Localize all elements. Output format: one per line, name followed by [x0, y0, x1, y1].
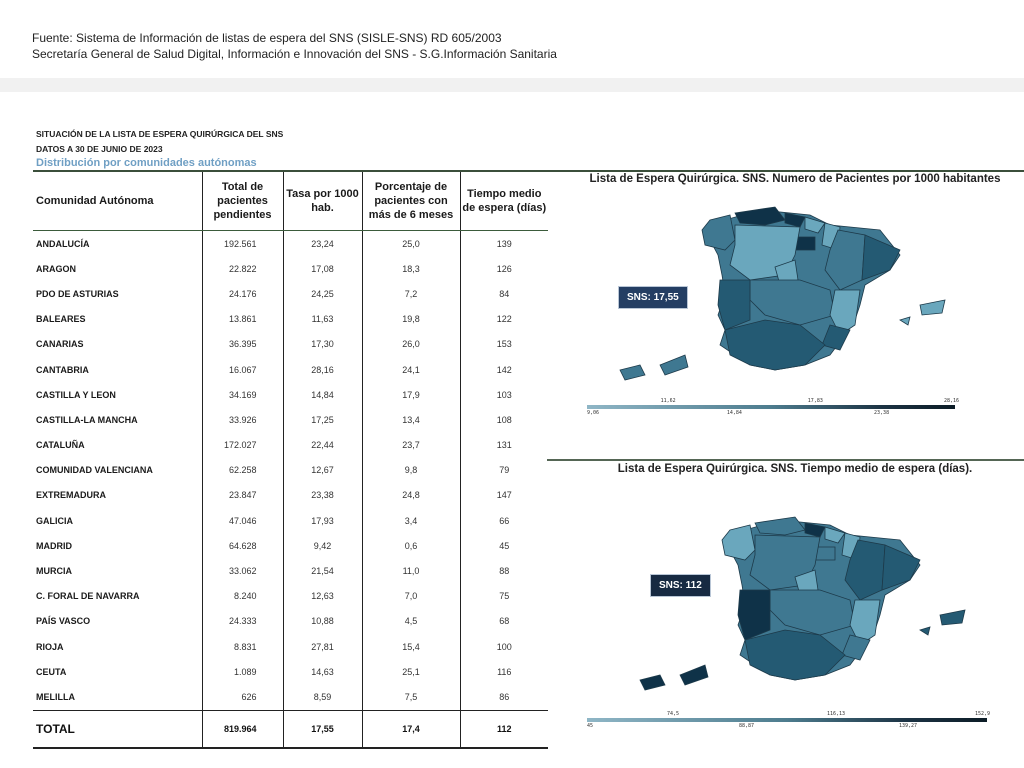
header-mean-wait: Tiempo medio de espera (días) [460, 172, 548, 231]
header-community: Comunidad Autónoma [33, 172, 202, 231]
total-rate: 17,55 [283, 710, 362, 748]
legend-tick-label: 23,38 [874, 410, 890, 416]
cell-total: 24.333 [202, 609, 283, 634]
legend-tick-label: 11,62 [660, 398, 676, 404]
cell-total: 16.067 [202, 357, 283, 382]
cell-rate: 12,67 [283, 458, 362, 483]
header-percent-over-6-months: Porcentaje de pacientes con más de 6 meses [362, 172, 460, 231]
table-row [33, 533, 548, 558]
cell-wait: 86 [460, 684, 548, 710]
cell-wait: 122 [460, 307, 548, 332]
cell-rate: 28,16 [283, 357, 362, 382]
cell-pct: 17,9 [362, 382, 460, 407]
map-wait-legend [587, 718, 987, 722]
cell-rate: 17,30 [283, 332, 362, 357]
cell-name: EXTREMADURA [36, 490, 107, 501]
cell-wait: 100 [460, 634, 548, 659]
cell-wait: 116 [460, 659, 548, 684]
cell-name: CASTILLA-LA MANCHA [36, 414, 138, 425]
legend-tick-label: 9,06 [587, 410, 600, 416]
cell-pct: 26,0 [362, 332, 460, 357]
legend-tick-label: 152,9 [975, 711, 991, 717]
cell-name: COMUNIDAD VALENCIANA [36, 465, 153, 476]
cell-name: PAÍS VASCO [36, 616, 91, 627]
legend-tick-label: 139,27 [899, 723, 918, 729]
cell-wait: 126 [460, 256, 548, 281]
cell-total: 172.027 [202, 433, 283, 458]
region-baleares [920, 300, 945, 315]
cell-total: 34.169 [202, 382, 283, 407]
header-total-patients: Total de pacientes pendientes [202, 172, 283, 231]
table-row [33, 307, 548, 332]
cell-wait: 131 [460, 433, 548, 458]
cell-name: CEUTA [36, 666, 67, 677]
cell-name: MELILLA [33, 684, 202, 710]
report-title: SITUACIÓN DE LA LISTA DE ESPERA QUIRÚRGICA DEL SNS [36, 129, 284, 139]
cell-name: CASTILLA Y LEON [36, 389, 116, 400]
legend-tick-label: 116,13 [827, 711, 846, 717]
cell-total: 13.861 [202, 307, 283, 332]
table-row [33, 256, 548, 281]
header-rate: Tasa por 1000 hab. [283, 172, 362, 231]
source-line-1: Fuente: Sistema de Información de listas de espera del SNS (SISLE-SNS) RD 605/2003 [32, 31, 502, 45]
cell-rate: 17,08 [283, 256, 362, 281]
total-wait: 112 [460, 710, 548, 748]
cell-rate: 8,59 [283, 684, 362, 710]
table-row [33, 382, 548, 407]
region-galicia [722, 525, 755, 560]
cell-wait: 147 [460, 483, 548, 508]
cell-name: CANTABRIA [36, 364, 89, 375]
cell-total: 33.062 [202, 558, 283, 583]
total-total: 819.964 [202, 710, 283, 748]
table-row [33, 458, 548, 483]
legend-tick-label: 28,16 [943, 398, 960, 404]
map-wait-spain [600, 505, 1000, 705]
separator-band [0, 78, 1024, 92]
source-line-2: Secretaría General de Salud Digital, Información e Innovación del SNS - S.G.Información Sanitaria [32, 47, 557, 61]
cell-wait: 103 [460, 382, 548, 407]
report-heading [36, 127, 283, 157]
cell-wait: 45 [460, 533, 548, 558]
report-date: DATOS A 30 DE JUNIO DE 2023 [36, 144, 163, 154]
cell-name: MADRID [36, 540, 72, 551]
cell-rate: 17,25 [283, 407, 362, 432]
region-cataluna [862, 235, 900, 280]
cell-wait: 75 [460, 584, 548, 609]
cell-pct: 4,5 [362, 609, 460, 634]
map-rate-sns-badge: SNS: 17,55 [618, 286, 688, 309]
legend-tick-label: 17,83 [807, 398, 823, 404]
cell-wait: 139 [460, 231, 548, 257]
cell-rate: 22,44 [283, 433, 362, 458]
cell-rate: 23,38 [283, 483, 362, 508]
cell-name: CANARIAS [36, 339, 84, 350]
cell-name: ARAGON [36, 263, 76, 274]
cell-name: CATALUÑA [36, 440, 85, 451]
cell-total: 8.240 [202, 584, 283, 609]
region-canarias-east [660, 355, 688, 375]
cell-total: 64.628 [202, 533, 283, 558]
total-name: TOTAL [33, 710, 202, 748]
table-total-row [33, 710, 548, 748]
cell-total: 626 [202, 684, 283, 710]
cell-pct: 15,4 [362, 634, 460, 659]
report-subtitle: Distribución por comunidades autónomas [36, 157, 257, 169]
table-row [33, 281, 548, 306]
cell-name: RIOJA [36, 641, 64, 652]
cell-pct: 25,0 [362, 231, 460, 257]
cell-rate: 14,84 [283, 382, 362, 407]
cell-total: 24.176 [202, 281, 283, 306]
table-row [33, 407, 548, 432]
cell-pct: 24,1 [362, 357, 460, 382]
legend-tick-label: 14,84 [726, 410, 742, 416]
cell-pct: 7,2 [362, 281, 460, 306]
cell-name: MURCIA [36, 566, 72, 577]
region-ibiza [920, 627, 930, 635]
cell-pct: 11,0 [362, 558, 460, 583]
cell-rate: 17,93 [283, 508, 362, 533]
legend-tick-label: 88,87 [739, 723, 755, 729]
table-row [33, 634, 548, 659]
region-baleares [940, 610, 965, 625]
cell-wait: 142 [460, 357, 548, 382]
region-cataluna [882, 545, 920, 590]
map-rate-legend [587, 405, 955, 409]
cell-pct: 7,0 [362, 584, 460, 609]
cell-rate: 11,63 [283, 307, 362, 332]
cell-rate: 23,24 [283, 231, 362, 257]
cell-rate: 21,54 [283, 558, 362, 583]
cell-pct: 23,7 [362, 433, 460, 458]
cell-wait: 153 [460, 332, 548, 357]
cell-name: C. FORAL DE NAVARRA [36, 591, 140, 602]
table-row [33, 231, 548, 257]
table-row [33, 659, 548, 684]
cell-pct: 18,3 [362, 256, 460, 281]
cell-pct: 19,8 [362, 307, 460, 332]
cell-pct: 0,6 [362, 533, 460, 558]
cell-name: PDO DE ASTURIAS [36, 288, 119, 299]
cell-rate: 14,63 [283, 659, 362, 684]
cell-wait: 84 [460, 281, 548, 306]
cell-pct: 3,4 [362, 508, 460, 533]
waiting-list-table [33, 172, 548, 749]
table-row [33, 357, 548, 382]
cell-pct: 13,4 [362, 407, 460, 432]
cell-pct: 7,5 [362, 684, 460, 710]
region-galicia [702, 215, 735, 250]
table-row [33, 584, 548, 609]
cell-total: 33.926 [202, 407, 283, 432]
source-note [32, 30, 557, 62]
cell-wait: 88 [460, 558, 548, 583]
cell-pct: 24,8 [362, 483, 460, 508]
cell-total: 62.258 [202, 458, 283, 483]
cell-wait: 108 [460, 407, 548, 432]
region-ibiza [900, 317, 910, 325]
cell-name: BALEARES [36, 314, 86, 325]
cell-total: 8.831 [202, 634, 283, 659]
map-rate-title: Lista de Espera Quirúrgica. SNS. Numero de Pacientes por 1000 habitantes [589, 173, 1001, 185]
cell-rate: 12,63 [283, 584, 362, 609]
cell-wait: 68 [460, 609, 548, 634]
mid-rule [547, 459, 1024, 461]
table-row [33, 433, 548, 458]
cell-pct: 25,1 [362, 659, 460, 684]
cell-total: 47.046 [202, 508, 283, 533]
table-row [33, 483, 548, 508]
table-row [33, 508, 548, 533]
legend-tick-label: 45 [587, 723, 594, 729]
cell-rate: 9,42 [283, 533, 362, 558]
table-header-row [33, 172, 548, 231]
table-row [33, 609, 548, 634]
cell-wait: 66 [460, 508, 548, 533]
map-wait-title: Lista de Espera Quirúrgica. SNS. Tiempo medio de espera (días). [617, 463, 973, 475]
legend-tick-label: 74,5 [667, 711, 680, 717]
cell-rate: 24,25 [283, 281, 362, 306]
total-pct: 17,4 [362, 710, 460, 748]
table-row [33, 332, 548, 357]
cell-total: 36.395 [202, 332, 283, 357]
cell-pct: 9,8 [362, 458, 460, 483]
cell-total: 192.561 [202, 231, 283, 257]
cell-name: GALICIA [36, 515, 73, 526]
table-row [33, 558, 548, 583]
cell-name: ANDALUCÍA [36, 238, 90, 249]
region-canarias-west [640, 675, 665, 690]
cell-wait: 79 [460, 458, 548, 483]
region-canarias-west [620, 365, 645, 380]
cell-rate: 27,81 [283, 634, 362, 659]
cell-rate: 10,88 [283, 609, 362, 634]
cell-total: 23.847 [202, 483, 283, 508]
cell-total: 22.822 [202, 256, 283, 281]
cell-total: 1.089 [202, 659, 283, 684]
map-wait-sns-badge: SNS: 112 [650, 574, 711, 597]
table-row [33, 684, 548, 710]
region-canarias-east [680, 665, 708, 685]
